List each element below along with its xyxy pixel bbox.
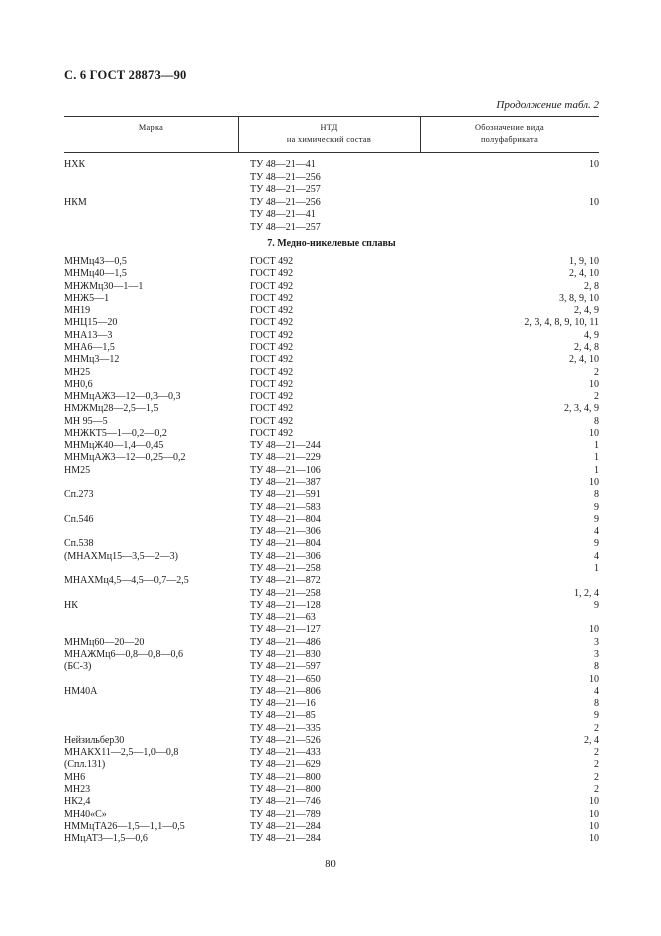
ntd-cell: ТУ 48—21—872 [250,575,321,587]
ntd-cell: ТУ 48—21—800 [250,784,321,796]
product-code-cell: 2 [594,771,599,783]
table-row [64,209,599,221]
ntd-cell: ТУ 48—21—256 [250,196,321,208]
grade-cell: МНМц3—12 [64,354,120,366]
ntd-cell: ТУ 48—21—830 [250,648,321,660]
table-row [64,674,599,686]
product-code-cell: 1, 2, 4 [574,587,599,599]
table-row [64,796,599,808]
product-code-cell: 8 [594,661,599,673]
product-code-cell: 10 [589,808,599,820]
grade-cell: МНМцАЖ3—12—0,3—0,3 [64,391,181,403]
ntd-cell: ТУ 48—21—583 [250,501,321,513]
table-row [64,600,599,612]
product-code-cell: 4 [594,685,599,697]
ntd-cell: ТУ 48—21—258 [250,587,321,599]
ntd-cell: ТУ 48—21—41 [250,209,316,220]
product-code-cell: 2 [594,366,599,378]
ntd-cell: ТУ 48—21—433 [250,747,321,759]
table-row [64,465,599,477]
product-code-cell: 2 [594,747,599,759]
product-code-cell: 1 [594,452,599,464]
ntd-cell: ТУ 48—21—804 [250,513,321,525]
product-code-cell: 2, 4, 10 [569,354,599,366]
product-code-cell: 9 [594,513,599,525]
ntd-cell: ГОСТ 492 [250,256,294,267]
ntd-cell: ТУ 48—21—128 [250,599,321,611]
product-code-cell: 2, 4 [584,734,599,746]
product-code-cell: 1 [594,563,599,574]
column-header-grade-label: Марка [138,123,164,132]
grade-cell: НХК [64,159,86,170]
table-row [64,159,599,171]
ntd-cell: ТУ 48—21—591 [250,489,321,501]
ntd-cell: ТУ 48—21—650 [250,673,321,685]
product-code-cell: 3 [594,648,599,660]
table-row [64,354,599,366]
table-row [64,317,599,329]
ntd-cell: ГОСТ 492 [250,317,294,329]
table-row [64,293,599,305]
grade-cell: (МНАХМц15—3,5—2—3) [64,550,178,562]
table-continuation-label: Продолжение табл. 2 [496,99,599,111]
product-code-cell: 2 [594,759,599,771]
table-row [64,330,599,342]
table-row [64,551,599,563]
ntd-cell: ТУ 48—21—526 [250,734,321,746]
grade-cell: МНАХМц4,5—4,5—0,7—2,5 [64,575,189,587]
product-code-cell: 2, 4, 10 [569,268,599,280]
ntd-cell: ГОСТ 492 [250,341,294,353]
grade-cell: Нейзильбер30 [64,734,125,746]
grade-cell: НКМ [64,196,87,208]
table-row [64,612,599,624]
product-code-cell: 2 [594,391,599,403]
column-header-ntd-line1: НТД [320,123,338,132]
table-row [64,526,599,538]
grade-cell: МНАЖМц6—0,8—0,8—0,6 [64,648,184,660]
product-code-cell: 10 [589,624,599,636]
ntd-cell: ТУ 48—21—127 [250,624,321,636]
table-row [64,502,599,514]
table-row [64,403,599,415]
grade-cell: (БС-3) [64,661,92,673]
product-code-cell: 10 [589,196,599,208]
grade-cell: Сп.546 [64,513,94,525]
grade-cell: МНАКХ11—2,5—1,0—0,8 [64,747,179,759]
ntd-cell: ТУ 48—21—257 [250,221,321,233]
grade-cell: МНМцЖ40—1,4—0,45 [64,440,164,452]
table-row [64,305,599,317]
ntd-cell: ТУ 48—21—306 [250,526,321,538]
table-header-rule [64,152,599,153]
table-row [64,575,599,587]
table-row [64,379,599,391]
table-row [64,197,599,209]
grade-cell: НМ25 [64,464,91,476]
product-code-cell: 10 [589,477,599,489]
grade-cell: МНМц60—20—20 [64,636,145,648]
ntd-cell: ГОСТ 492 [250,366,294,378]
ntd-cell: ГОСТ 492 [250,403,294,415]
ntd-cell: ГОСТ 492 [250,292,294,304]
product-code-cell: 10 [589,820,599,832]
grade-cell: МНЦ15—20 [64,317,118,329]
section-title: 7. Медно-никелевые сплавы [267,238,396,249]
ntd-cell: ТУ 48—21—258 [250,563,321,574]
table-row [64,735,599,747]
table-row [64,477,599,489]
ntd-cell: ТУ 48—21—800 [250,771,321,783]
product-code-cell: 4 [594,526,599,538]
table-row [64,222,599,234]
ntd-cell: ТУ 48—21—16 [250,698,316,710]
ntd-cell: ГОСТ 492 [250,378,294,390]
product-code-cell: 10 [589,673,599,685]
grade-cell: Сп.273 [64,489,94,501]
product-code-cell: 2, 4, 9 [574,305,599,317]
grade-cell: МН 95—5 [64,415,108,427]
grade-cell: МНЖКТ5—1—0,2—0,2 [64,427,167,439]
table-row [64,256,599,268]
page-number: 80 [325,859,336,870]
ntd-cell: ТУ 48—21—597 [250,661,321,673]
ntd-cell: ТУ 48—21—306 [250,550,321,562]
ntd-cell: ТУ 48—21—284 [250,833,321,845]
grade-cell: МН6 [64,771,86,783]
product-code-cell: 10 [589,378,599,390]
ntd-cell: ТУ 48—21—41 [250,159,316,170]
table-row [64,661,599,673]
table-row [64,821,599,833]
product-code-cell: 9 [594,501,599,513]
table-row [64,710,599,722]
product-code-cell: 10 [589,796,599,808]
grade-cell: МН25 [64,366,91,378]
grade-cell: НМ40А [64,685,98,697]
product-code-cell: 2, 4, 8 [574,341,599,353]
ntd-cell: ТУ 48—21—244 [250,440,321,452]
ntd-cell: ТУ 48—21—806 [250,685,321,697]
table-row [64,759,599,771]
product-code-cell: 9 [594,599,599,611]
product-code-cell: 2, 3, 4, 9 [564,403,599,415]
grade-cell: (Спл.131) [64,759,106,771]
table-row [64,416,599,428]
product-code-cell: 1, 9, 10 [569,256,599,267]
product-code-cell: 3, 8, 9, 10 [559,292,599,304]
column-header-product-line1: Обозначение вида [475,123,544,132]
column-header-ntd-line2: на химический состав [286,135,372,144]
grade-cell: МН19 [64,305,91,317]
grade-cell: НК [64,599,78,611]
product-code-cell: 10 [589,427,599,439]
column-header-product [420,122,599,146]
table-row [64,784,599,796]
grade-cell: МНЖ5—1 [64,292,110,304]
ntd-cell: ГОСТ 492 [250,280,294,292]
ntd-cell: ГОСТ 492 [250,305,294,317]
ntd-cell: ТУ 48—21—106 [250,464,321,476]
product-code-cell: 2, 8 [584,280,599,292]
ntd-cell: ТУ 48—21—746 [250,796,321,808]
grade-cell: МНМц40—1,5 [64,268,127,280]
table-row [64,723,599,735]
ntd-cell: ГОСТ 492 [250,427,294,439]
ntd-cell: ГОСТ 492 [250,354,294,366]
product-code-cell: 2 [594,784,599,796]
column-header-product-line2: полуфабриката [480,135,539,144]
table-row [64,588,599,600]
ntd-cell: ТУ 48—21—63 [250,612,316,624]
ntd-cell: ТУ 48—21—486 [250,636,321,648]
grade-cell: МН40«С» [64,808,107,820]
table-row [64,637,599,649]
product-code-cell: 1 [594,464,599,476]
grade-cell: МНА13—3 [64,329,113,341]
table-row [64,281,599,293]
product-code-cell: 9 [594,538,599,550]
table-row [64,440,599,452]
product-code-cell: 10 [589,833,599,845]
ntd-cell: ТУ 48—21—387 [250,477,321,489]
ntd-cell: ГОСТ 492 [250,329,294,341]
ntd-cell: ГОСТ 492 [250,415,294,427]
table-row [64,698,599,710]
ntd-cell: ТУ 48—21—804 [250,538,321,550]
product-code-cell: 9 [594,710,599,722]
ntd-cell: ТУ 48—21—335 [250,722,321,734]
ntd-cell: ТУ 48—21—284 [250,820,321,832]
table-row [64,747,599,759]
grade-cell: НК2,4 [64,796,91,808]
grade-cell: НМЖМц28—2,5—1,5 [64,403,159,415]
table-row [64,172,599,184]
grade-cell: МНА6—1,5 [64,341,115,353]
table-row [64,686,599,698]
table-row [64,428,599,440]
grade-cell: МН23 [64,784,91,796]
ntd-cell: ТУ 48—21—789 [250,808,321,820]
product-code-cell: 8 [594,698,599,710]
column-header-grade [64,122,238,134]
grade-cell: Сп.538 [64,538,94,550]
ntd-cell: ТУ 48—21—229 [250,452,321,464]
table-row [64,809,599,821]
table-row [64,538,599,550]
table-row [64,563,599,575]
grade-cell: НМцАТ3—1,5—0,6 [64,833,148,845]
product-code-cell: 4, 9 [584,329,599,341]
ntd-cell: ГОСТ 492 [250,391,294,403]
table-row [64,184,599,196]
grade-cell: НММцТА26—1,5—1,1—0,5 [64,820,185,832]
table-row [64,367,599,379]
table-row [64,489,599,501]
table-row [64,514,599,526]
table-row [64,649,599,661]
product-code-cell: 8 [594,489,599,501]
column-header-ntd [238,122,420,146]
product-code-cell: 10 [589,159,599,170]
ntd-cell: ТУ 48—21—257 [250,184,321,195]
page-header: С. 6 ГОСТ 28873—90 [64,68,187,82]
product-code-cell: 8 [594,415,599,427]
product-code-cell: 2, 3, 4, 8, 9, 10, 11 [524,317,599,329]
table-top-rule [64,116,599,117]
table-row [64,268,599,280]
grade-cell: МН0,6 [64,378,93,390]
table-row [64,391,599,403]
table-row [64,624,599,636]
table-row [64,833,599,845]
grade-cell: МНМцАЖ3—12—0,25—0,2 [64,452,186,464]
table-row [64,772,599,784]
grade-cell: МНМц43—0,5 [64,256,127,267]
grade-cell: МНЖМц30—1—1 [64,280,144,292]
table-row [64,452,599,464]
ntd-cell: ГОСТ 492 [250,268,294,280]
ntd-cell: ТУ 48—21—256 [250,171,321,183]
product-code-cell: 4 [594,550,599,562]
ntd-cell: ТУ 48—21—629 [250,759,321,771]
table-row [64,342,599,354]
product-code-cell: 3 [594,636,599,648]
product-code-cell: 1 [594,440,599,452]
ntd-cell: ТУ 48—21—85 [250,710,316,722]
product-code-cell: 2 [594,722,599,734]
